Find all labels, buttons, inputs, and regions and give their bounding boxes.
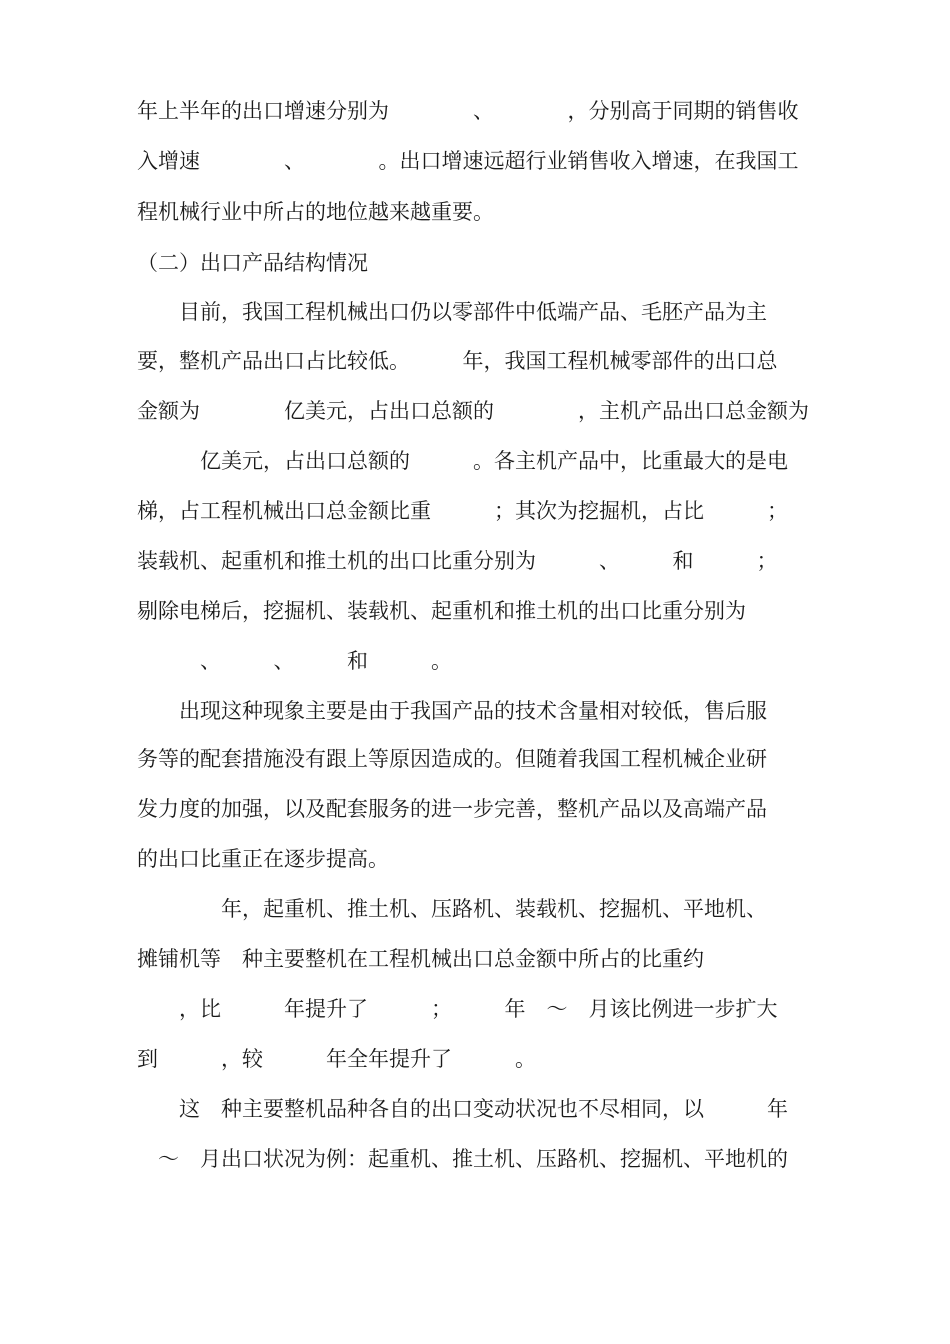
text-line: ，比 年提升了 ； 年 ～ 月该比例进一步扩大	[137, 997, 778, 1021]
text-line: 目前，我国工程机械出口仍以零部件中低端产品、毛胚产品为主	[137, 300, 767, 324]
text-line: 亿美元，占出口总额的 。各主机产品中，比重最大的是电	[137, 449, 788, 473]
text-line: 年上半年的出口增速分别为 、 ，分别高于同期的销售收	[137, 99, 799, 123]
text-line: 要，整机产品出口占比较低。 年，我国工程机械零部件的出口总	[137, 349, 778, 373]
text-line: 务等的配套措施没有跟上等原因造成的。但随着我国工程机械企业研	[137, 747, 767, 771]
text-line: 装载机、起重机和推土机的出口比重分别为 、 和 ；	[137, 549, 778, 573]
text-line: 梯，占工程机械出口总金额比重 ；其次为挖掘机，占比 ；	[137, 499, 788, 523]
text-line: 发力度的加强，以及配套服务的进一步完善，整机产品以及高端产品	[137, 797, 767, 821]
text-line: 年，起重机、推土机、压路机、装载机、挖掘机、平地机、	[137, 897, 767, 921]
text-line: 、 、 和 。	[137, 649, 452, 673]
text-line: 程机械行业中所占的地位越来越重要。	[137, 200, 494, 224]
text-line: 这 种主要整机品种各自的出口变动状况也不尽相同，以 年	[137, 1097, 788, 1121]
text-line: 摊铺机等 种主要整机在工程机械出口总金额中所占的比重约	[137, 947, 704, 971]
text-line: ～ 月出口状况为例：起重机、推土机、压路机、挖掘机、平地机的	[137, 1147, 788, 1171]
text-line: 的出口比重正在逐步提高。	[137, 847, 389, 871]
section-heading: （二）出口产品结构情况	[137, 251, 368, 275]
text-line: 到 ，较 年全年提升了 。	[137, 1047, 536, 1071]
text-line: 剔除电梯后，挖掘机、装载机、起重机和推土机的出口比重分别为	[137, 599, 746, 623]
text-line: 入增速 、 。出口增速远超行业销售收入增速，在我国工	[137, 149, 799, 173]
text-line: 金额为 亿美元，占出口总额的 ，主机产品出口总金额为	[137, 399, 809, 423]
text-line: 出现这种现象主要是由于我国产品的技术含量相对较低，售后服	[137, 699, 767, 723]
